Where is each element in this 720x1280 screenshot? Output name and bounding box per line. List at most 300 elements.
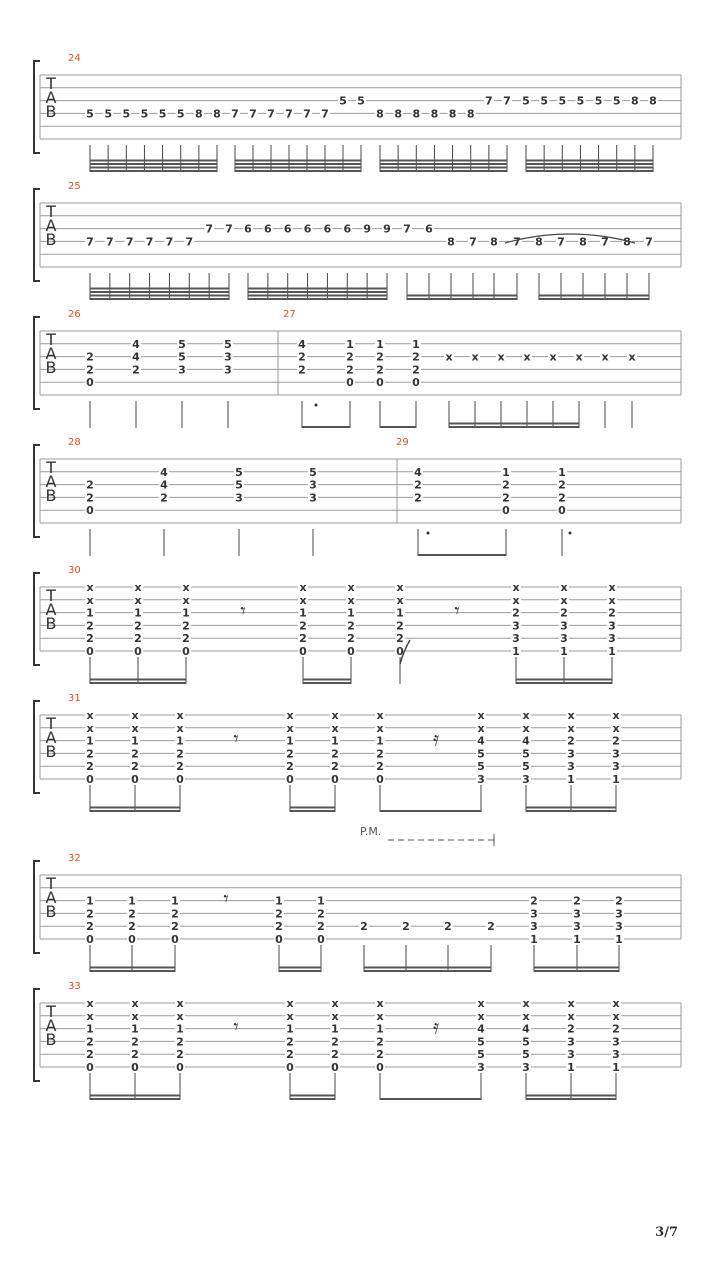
fret-number: 2	[444, 920, 452, 934]
beam	[380, 1098, 481, 1100]
beam	[90, 1095, 180, 1097]
fret-number: 3	[512, 619, 520, 633]
fret-number: x	[512, 581, 520, 594]
beam	[539, 295, 649, 297]
fret-number: 7	[205, 222, 213, 236]
fret-number: 5	[176, 107, 185, 121]
fret-number: 2	[86, 760, 94, 774]
dot	[569, 532, 572, 535]
fret-number: 1	[286, 1022, 294, 1036]
fret-number: x	[497, 350, 505, 364]
fret-number: 2	[286, 1035, 294, 1049]
fret-number: 2	[131, 747, 139, 761]
fret-number: x	[182, 593, 190, 607]
fret-number: 0	[347, 645, 355, 658]
fret-number: 5	[122, 107, 131, 121]
fret-number: 1	[612, 1061, 620, 1074]
fret-number: 7	[231, 107, 239, 121]
beam	[364, 970, 491, 972]
fret-number: 2	[86, 350, 94, 364]
tab-system	[34, 853, 681, 972]
measure-number: 24	[68, 53, 81, 64]
beam	[526, 807, 616, 809]
beam	[290, 807, 335, 809]
fret-number: 1	[182, 606, 190, 620]
beam	[248, 295, 387, 297]
beam	[303, 679, 351, 681]
fret-number: 1	[176, 1022, 184, 1036]
fret-number: 2	[376, 760, 384, 774]
beam	[90, 970, 175, 972]
fret-number: 1	[412, 337, 420, 351]
dot	[315, 404, 318, 407]
fret-number: 0	[396, 645, 404, 658]
fret-number: 5	[178, 350, 186, 364]
fret-number: 2	[560, 606, 568, 620]
fret-number: 3	[560, 619, 568, 633]
fret-number: x	[176, 721, 184, 735]
fret-number: 7	[645, 235, 653, 249]
beam	[380, 170, 507, 172]
fret-number: 0	[182, 645, 190, 658]
fret-number: 0	[286, 1061, 294, 1074]
system-bracket	[34, 317, 40, 409]
fret-number: 5	[522, 1035, 530, 1049]
fret-number: 5	[86, 107, 94, 121]
fret-number: 8	[195, 107, 203, 121]
fret-number: 2	[86, 363, 94, 377]
fret-number: 5	[235, 478, 243, 492]
fret-number: 9	[383, 222, 391, 236]
fret-number: 7	[225, 222, 233, 236]
fret-number: 4	[132, 337, 140, 351]
fret-number: x	[347, 593, 355, 607]
fret-number: 2	[376, 363, 384, 377]
fret-number: 1	[573, 933, 581, 946]
fret-number: 8	[623, 235, 631, 249]
fret-number: 2	[286, 760, 294, 774]
fret-number: 2	[414, 491, 422, 505]
fret-number: 1	[612, 773, 620, 786]
fret-number: x	[86, 721, 94, 735]
fret-number: x	[575, 350, 583, 364]
fret-number: 0	[131, 1061, 139, 1074]
beam	[90, 170, 217, 172]
fret-number: 0	[86, 376, 94, 390]
tab-system	[34, 981, 681, 1100]
beam	[380, 810, 481, 812]
tab-clef-letter: B	[45, 102, 57, 121]
fret-number: 4	[414, 465, 422, 479]
fret-number: 2	[134, 632, 142, 646]
fret-number: 1	[86, 606, 94, 620]
beam	[526, 163, 653, 165]
fret-number: 2	[347, 619, 355, 633]
fret-number: x	[601, 350, 609, 364]
fret-number: x	[331, 997, 339, 1010]
tab-clef-letter: T	[46, 714, 56, 733]
system-bracket	[34, 701, 40, 793]
fret-number: 1	[128, 894, 136, 908]
fret-number: 3	[178, 363, 186, 377]
beam	[90, 167, 217, 169]
fret-number: x	[86, 1009, 94, 1023]
fret-number: 7	[321, 107, 329, 121]
fret-number: 7	[285, 107, 293, 121]
fret-number: 2	[558, 491, 566, 505]
fret-number: 3	[477, 773, 485, 786]
fret-number: x	[86, 997, 94, 1010]
fret-number: 1	[567, 773, 575, 786]
fret-number: 0	[134, 645, 142, 658]
fret-number: 3	[567, 1048, 575, 1062]
tab-clef-letter: A	[45, 472, 57, 491]
fret-number: 4	[477, 734, 485, 748]
beam	[290, 810, 335, 812]
fret-number: x	[286, 997, 294, 1010]
fret-number: 7	[469, 235, 477, 249]
fret-number: 7	[513, 235, 521, 249]
measure-number: 26	[68, 309, 81, 320]
rest-symbol: 𝄾	[240, 598, 246, 623]
fret-number: 2	[331, 760, 339, 774]
fret-number: 2	[331, 1035, 339, 1049]
fret-number: 5	[522, 747, 530, 761]
fret-number: 1	[131, 1022, 139, 1036]
tab-clef-letter: A	[45, 728, 57, 747]
fret-number: 3	[530, 920, 538, 934]
beam	[302, 426, 350, 428]
fret-number: 2	[86, 1035, 94, 1049]
tab-system	[34, 437, 681, 556]
fret-number: 2	[396, 619, 404, 633]
fret-number: x	[608, 581, 616, 594]
fret-number: 2	[512, 606, 520, 620]
fret-number: 8	[490, 235, 498, 249]
fret-number: 2	[286, 747, 294, 761]
fret-number: 1	[560, 645, 568, 658]
fret-number: x	[612, 1009, 620, 1023]
fret-number: 4	[160, 465, 168, 479]
fret-number: 1	[347, 606, 355, 620]
fret-number: 5	[522, 94, 530, 108]
fret-number: 1	[502, 465, 510, 479]
measure-number: 31	[68, 693, 81, 704]
fret-number: 8	[394, 107, 402, 121]
fret-number: 2	[396, 632, 404, 646]
fret-number: 7	[185, 235, 194, 249]
fret-number: 2	[608, 606, 616, 620]
fret-number: x	[131, 709, 139, 722]
fret-number: 4	[298, 337, 306, 351]
fret-number: x	[331, 709, 339, 722]
fret-number: 2	[128, 920, 136, 934]
fret-number: 3	[477, 1061, 485, 1074]
dot	[427, 532, 430, 535]
beam	[90, 967, 175, 969]
tab-system	[34, 181, 681, 300]
tab-clef-letter: A	[45, 888, 57, 907]
fret-number: x	[477, 721, 485, 735]
fret-number: 2	[376, 1035, 384, 1049]
beam	[534, 967, 619, 969]
fret-number: 8	[579, 235, 587, 249]
fret-number: 5	[224, 337, 232, 351]
fret-number: 2	[331, 1048, 339, 1062]
fret-number: 0	[286, 773, 294, 786]
fret-number: 2	[347, 632, 355, 646]
fret-number: 6	[283, 222, 292, 236]
tab-clef-letter: T	[46, 874, 56, 893]
fret-number: 8	[412, 107, 421, 121]
fret-number: x	[477, 1009, 485, 1023]
fret-number: 0	[331, 1061, 339, 1074]
fret-number: x	[182, 581, 190, 594]
beam	[235, 167, 361, 169]
fret-number: 1	[376, 734, 384, 748]
fret-number: 1	[558, 465, 566, 479]
tab-clef-letter: B	[45, 902, 57, 921]
fret-number: 2	[376, 350, 384, 364]
fret-number: 0	[176, 1061, 184, 1074]
beam	[534, 970, 619, 972]
fret-number: x	[445, 350, 453, 364]
fret-number: 2	[331, 747, 339, 761]
fret-number: x	[176, 997, 184, 1010]
fret-number: 5	[158, 107, 167, 121]
fret-number: x	[176, 709, 184, 722]
fret-number: 5	[558, 94, 567, 108]
fret-number: 1	[176, 734, 184, 748]
fret-number: 8	[631, 94, 639, 108]
fret-number: 3	[612, 1048, 620, 1062]
tab-clef-letter: A	[45, 88, 57, 107]
system-bracket	[34, 61, 40, 153]
beam	[380, 163, 507, 165]
fret-number: 5	[309, 465, 317, 479]
fret-number: x	[567, 997, 575, 1010]
beam	[526, 1095, 616, 1097]
beam	[380, 160, 507, 162]
fret-number: 9	[363, 222, 371, 236]
tab-clef-letter: B	[45, 486, 57, 505]
fret-number: 2	[128, 907, 136, 921]
beam	[235, 170, 361, 172]
fret-number: 5	[576, 94, 585, 108]
fret-number: x	[286, 721, 294, 735]
beam	[526, 167, 653, 169]
beam	[449, 426, 579, 428]
fret-number: 8	[376, 107, 384, 121]
fret-number: 1	[608, 645, 616, 658]
rest-symbol: 𝄿	[432, 1014, 440, 1039]
beam	[516, 682, 612, 684]
fret-number: 4	[522, 1022, 530, 1036]
fret-number: 3	[567, 1035, 575, 1049]
fret-number: x	[477, 997, 485, 1010]
fret-number: 5	[339, 94, 347, 108]
beam	[418, 554, 506, 556]
fret-number: 5	[477, 1035, 485, 1049]
fret-number: 2	[86, 619, 94, 633]
beam	[526, 170, 653, 172]
fret-number: x	[86, 581, 94, 594]
fret-number: 0	[86, 933, 94, 946]
fret-number: 6	[343, 222, 352, 236]
tab-clef-letter: A	[45, 216, 57, 235]
fret-number: 7	[86, 235, 94, 249]
fret-number: 2	[86, 632, 94, 646]
fret-number: 7	[303, 107, 311, 121]
fret-number: 0	[171, 933, 179, 946]
fret-number: 2	[376, 1048, 384, 1062]
fret-number: 3	[309, 478, 317, 492]
fret-number: 3	[573, 907, 581, 921]
fret-number: 2	[86, 1048, 94, 1062]
fret-number: 3	[235, 491, 243, 505]
fret-number: 3	[522, 773, 530, 786]
measure-number: 27	[283, 309, 296, 320]
fret-number: 5	[477, 760, 485, 774]
beam	[90, 288, 229, 290]
fret-number: 2	[558, 478, 566, 492]
fret-number: 1	[396, 606, 404, 620]
fret-number: 5	[178, 337, 186, 351]
tab-clef-letter: B	[45, 742, 57, 761]
tab-system	[34, 53, 681, 172]
tab-clef-letter: A	[45, 600, 57, 619]
fret-number: 5	[477, 1048, 485, 1062]
fret-number: 2	[346, 363, 354, 377]
fret-number: 1	[171, 894, 179, 908]
fret-number: 2	[414, 478, 422, 492]
fret-number: x	[376, 709, 384, 722]
tab-clef-letter: T	[46, 458, 56, 477]
tab-system	[34, 693, 681, 812]
fret-number: 4	[132, 350, 140, 364]
fret-number: 2	[131, 1035, 139, 1049]
tab-clef-letter: B	[45, 358, 57, 377]
fret-number: 7	[557, 235, 565, 249]
measure-number: 28	[68, 437, 81, 448]
system-bracket	[34, 445, 40, 537]
beam	[90, 807, 180, 809]
page-number: 3/7	[655, 1225, 678, 1240]
rest-symbol: 𝄿	[432, 726, 440, 751]
fret-number: 7	[145, 235, 154, 249]
beam	[90, 295, 229, 297]
fret-number: x	[567, 1009, 575, 1023]
fret-number: 2	[160, 491, 168, 505]
measure-number: 30	[68, 565, 81, 576]
beam	[303, 682, 351, 684]
rest-symbol: 𝄾	[223, 886, 229, 911]
fret-number: 3	[608, 632, 616, 646]
fret-number: 2	[567, 734, 575, 748]
fret-number: 7	[485, 94, 493, 108]
fret-number: 1	[299, 606, 307, 620]
fret-number: 6	[425, 222, 433, 236]
fret-number: 5	[235, 465, 243, 479]
fret-number: 1	[317, 894, 325, 908]
fret-number: 2	[573, 894, 581, 908]
fret-number: x	[331, 1009, 339, 1023]
beam	[516, 679, 612, 681]
fret-number: x	[549, 350, 557, 364]
fret-number: 2	[176, 747, 184, 761]
fret-number: 0	[376, 773, 384, 786]
fret-number: 1	[331, 1022, 339, 1036]
fret-number: 7	[249, 107, 257, 121]
fret-number: 0	[86, 1061, 94, 1074]
fret-number: 3	[612, 1035, 620, 1049]
fret-number: 7	[165, 235, 174, 249]
fret-number: 1	[131, 734, 139, 748]
fret-number: 0	[317, 933, 325, 946]
fret-number: 7	[267, 107, 275, 121]
system-bracket	[34, 989, 40, 1081]
fret-number: 2	[86, 907, 94, 921]
fret-number: 3	[224, 363, 232, 377]
fret-number: 5	[540, 94, 548, 108]
fret-number: x	[522, 997, 530, 1010]
fret-number: x	[612, 997, 620, 1010]
beam	[90, 298, 229, 300]
fret-number: x	[560, 581, 568, 594]
fret-number: 8	[466, 107, 475, 121]
fret-number: 0	[346, 376, 354, 390]
fret-number: x	[522, 709, 530, 722]
fret-number: 7	[503, 94, 511, 108]
fret-number: x	[131, 997, 139, 1010]
fret-number: 3	[615, 907, 623, 921]
beam	[90, 682, 186, 684]
fret-number: 2	[360, 920, 368, 934]
fret-number: 8	[430, 107, 439, 121]
fret-number: 3	[530, 907, 538, 921]
fret-number: 2	[86, 478, 94, 492]
palm-mute-label: P.M.	[360, 825, 382, 838]
measure-number: 29	[396, 437, 409, 448]
fret-number: 2	[612, 734, 620, 748]
fret-number: 3	[224, 350, 232, 364]
fret-number: 2	[171, 920, 179, 934]
tab-system	[34, 309, 681, 428]
fret-number: x	[560, 593, 568, 607]
fret-number: 0	[131, 773, 139, 786]
fret-number: 2	[134, 619, 142, 633]
fret-number: 5	[140, 107, 149, 121]
tab-clef-letter: B	[45, 230, 57, 249]
fret-number: 2	[487, 920, 495, 934]
fret-number: 1	[331, 734, 339, 748]
fret-number: x	[86, 593, 94, 607]
fret-number: x	[612, 709, 620, 722]
fret-number: x	[522, 721, 530, 735]
fret-number: 2	[412, 350, 420, 364]
beam	[235, 160, 361, 162]
beam	[90, 160, 217, 162]
fret-number: 2	[86, 747, 94, 761]
tab-clef-letter: B	[45, 1030, 57, 1049]
fret-number: 5	[477, 747, 485, 761]
fret-number: 8	[448, 107, 457, 121]
beam	[90, 291, 229, 293]
fret-number: 3	[522, 1061, 530, 1074]
fret-number: x	[286, 1009, 294, 1023]
fret-number: x	[299, 581, 307, 594]
system-bracket	[34, 189, 40, 281]
